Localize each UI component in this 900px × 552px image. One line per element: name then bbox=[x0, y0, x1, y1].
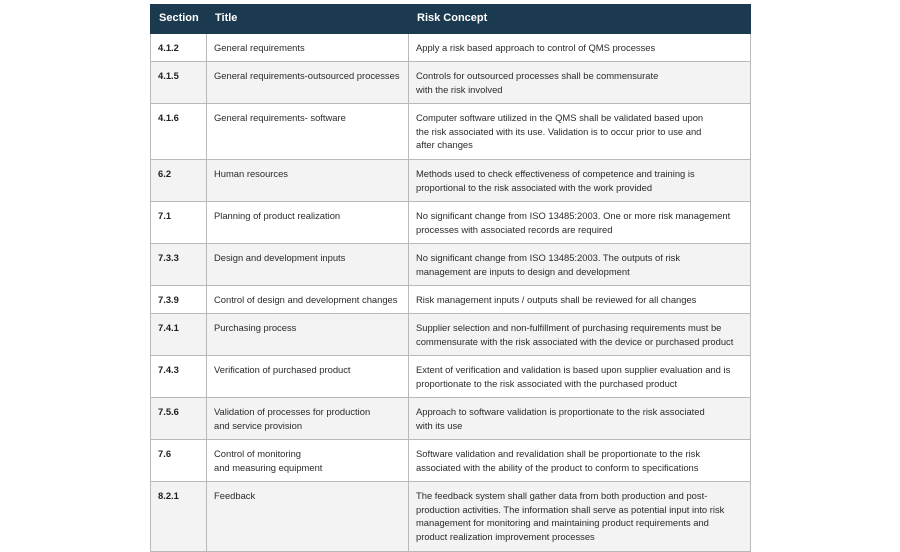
header-section: Section bbox=[151, 5, 207, 34]
table-row bbox=[151, 34, 751, 62]
risk-concept-cell: Supplier selection and non-fulfillment of purchasing requirements must be commensurate with the risk associated with the device or purchased product bbox=[409, 314, 751, 356]
title-cell: Planning of product realization bbox=[207, 202, 409, 244]
risk-concept-cell: Methods used to check effectiveness of competence and training is proportional to the risk associated with the work provided bbox=[409, 160, 751, 202]
title-cell: Purchasing process bbox=[207, 314, 409, 356]
table-row bbox=[151, 356, 751, 398]
risk-concept-cell: Apply a risk based approach to control of QMS processes bbox=[409, 34, 751, 62]
section-cell: 7.1 bbox=[151, 202, 207, 244]
table-row bbox=[151, 160, 751, 202]
header-risk-concept: Risk Concept bbox=[409, 5, 751, 34]
risk-concept-table bbox=[150, 4, 751, 552]
title-cell: Validation of processes for production and service provision bbox=[207, 398, 409, 440]
title-cell: Human resources bbox=[207, 160, 409, 202]
table-row bbox=[151, 440, 751, 482]
risk-concept-cell: Risk management inputs / outputs shall be reviewed for all changes bbox=[409, 286, 751, 314]
table-row bbox=[151, 482, 751, 552]
section-cell: 7.5.6 bbox=[151, 398, 207, 440]
section-cell: 7.4.1 bbox=[151, 314, 207, 356]
section-cell: 7.3.3 bbox=[151, 244, 207, 286]
header-title: Title bbox=[207, 5, 409, 34]
table-row bbox=[151, 104, 751, 160]
section-cell: 7.6 bbox=[151, 440, 207, 482]
risk-concept-cell: No significant change from ISO 13485:2003. The outputs of risk management are inputs to design and development bbox=[409, 244, 751, 286]
risk-concept-cell: Approach to software validation is proportionate to the risk associated with its use bbox=[409, 398, 751, 440]
table-row bbox=[151, 398, 751, 440]
section-cell: 4.1.6 bbox=[151, 104, 207, 160]
table-row bbox=[151, 62, 751, 104]
risk-concept-cell: Software validation and revalidation shall be proportionate to the risk associated with the ability of the product to conform to specifications bbox=[409, 440, 751, 482]
title-cell: Verification of purchased product bbox=[207, 356, 409, 398]
title-cell: Control of monitoring and measuring equipment bbox=[207, 440, 409, 482]
title-cell: Design and development inputs bbox=[207, 244, 409, 286]
table-row bbox=[151, 244, 751, 286]
title-cell: General requirements- software bbox=[207, 104, 409, 160]
section-cell: 4.1.2 bbox=[151, 34, 207, 62]
risk-concept-cell: Extent of verification and validation is based upon supplier evaluation and is proportionate to the risk associated with the purchased product bbox=[409, 356, 751, 398]
section-cell: 4.1.5 bbox=[151, 62, 207, 104]
section-cell: 7.4.3 bbox=[151, 356, 207, 398]
table-body bbox=[151, 34, 751, 552]
header-row bbox=[151, 5, 751, 34]
risk-concept-cell: The feedback system shall gather data from both production and post- production activities. The information shall serve as potential input into risk management for monitoring and maintaining product requirements and product realization improvement processes bbox=[409, 482, 751, 552]
section-cell: 7.3.9 bbox=[151, 286, 207, 314]
risk-concept-cell: Controls for outsourced processes shall be commensurate with the risk involved bbox=[409, 62, 751, 104]
table-header bbox=[151, 5, 751, 34]
title-cell: Control of design and development changes bbox=[207, 286, 409, 314]
section-cell: 6.2 bbox=[151, 160, 207, 202]
risk-concept-cell: No significant change from ISO 13485:2003. One or more risk management processes with associated records are required bbox=[409, 202, 751, 244]
table-row bbox=[151, 286, 751, 314]
risk-concept-cell: Computer software utilized in the QMS shall be validated based upon the risk associated with its use. Validation is to occur prior to use and after changes bbox=[409, 104, 751, 160]
table-row bbox=[151, 314, 751, 356]
table-row bbox=[151, 202, 751, 244]
title-cell: General requirements bbox=[207, 34, 409, 62]
title-cell: General requirements-outsourced processes bbox=[207, 62, 409, 104]
section-cell: 8.2.1 bbox=[151, 482, 207, 552]
title-cell: Feedback bbox=[207, 482, 409, 552]
